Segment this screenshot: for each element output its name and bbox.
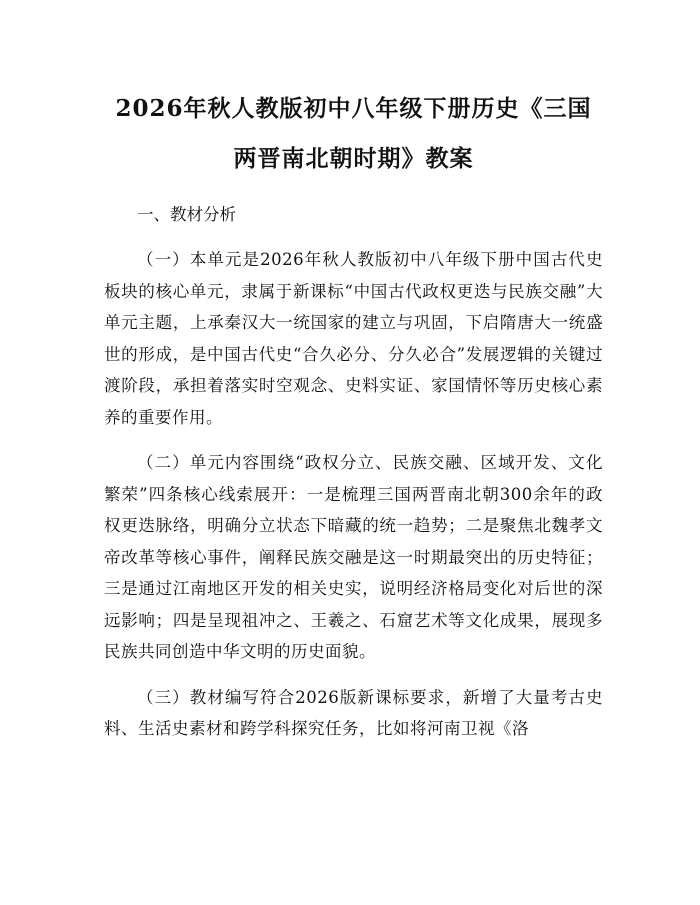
document-title (104, 0, 603, 184)
paragraph-1: （一）本单元是2026年秋人教版初中八年级下册中国古代史板块的核心单元，隶属于新课标“中国古代政权更迭与民族交融”大单元主题，上承秦汉大一统国家的建立与巩固，下启隋唐大一统盛世的形成，是中国古代史“合久必分、分久必合”发展逻辑的关键过渡阶段，承担着落实时空观念、史料实证、家国情怀等历史核心素养的重要作用。 (104, 250, 603, 427)
title-line-1: 2026年秋人教版初中八年级下册历史《三国 (115, 95, 592, 122)
paragraph-2: （二）单元内容围绕“政权分立、民族交融、区域开发、文化繁荣”四条核心线索展开：一是梳理三国两晋南北朝300余年的政权更迭脉络，明确分立状态下暗藏的统一趋势；二是聚焦北魏孝文帝改革等核心事件，阐释民族交融是这一时期最突出的历史特征；三是通过江南地区开发的相关史实，说明经济格局变化对后世的深远影响；四是呈现祖冲之、王羲之、石窟艺术等文化成果，展现多民族共同创造中华文明的历史面貌。 (104, 453, 603, 661)
paragraph-3: （三）教材编写符合2026版新课标要求，新增了大量考古史料、生活史素材和跨学科探究任务，比如将河南卫视《洛 (104, 687, 603, 738)
title-line-2: 两晋南北朝时期》教案 (233, 145, 474, 172)
section-heading-textbook-analysis: 一、教材分析 (137, 205, 236, 224)
